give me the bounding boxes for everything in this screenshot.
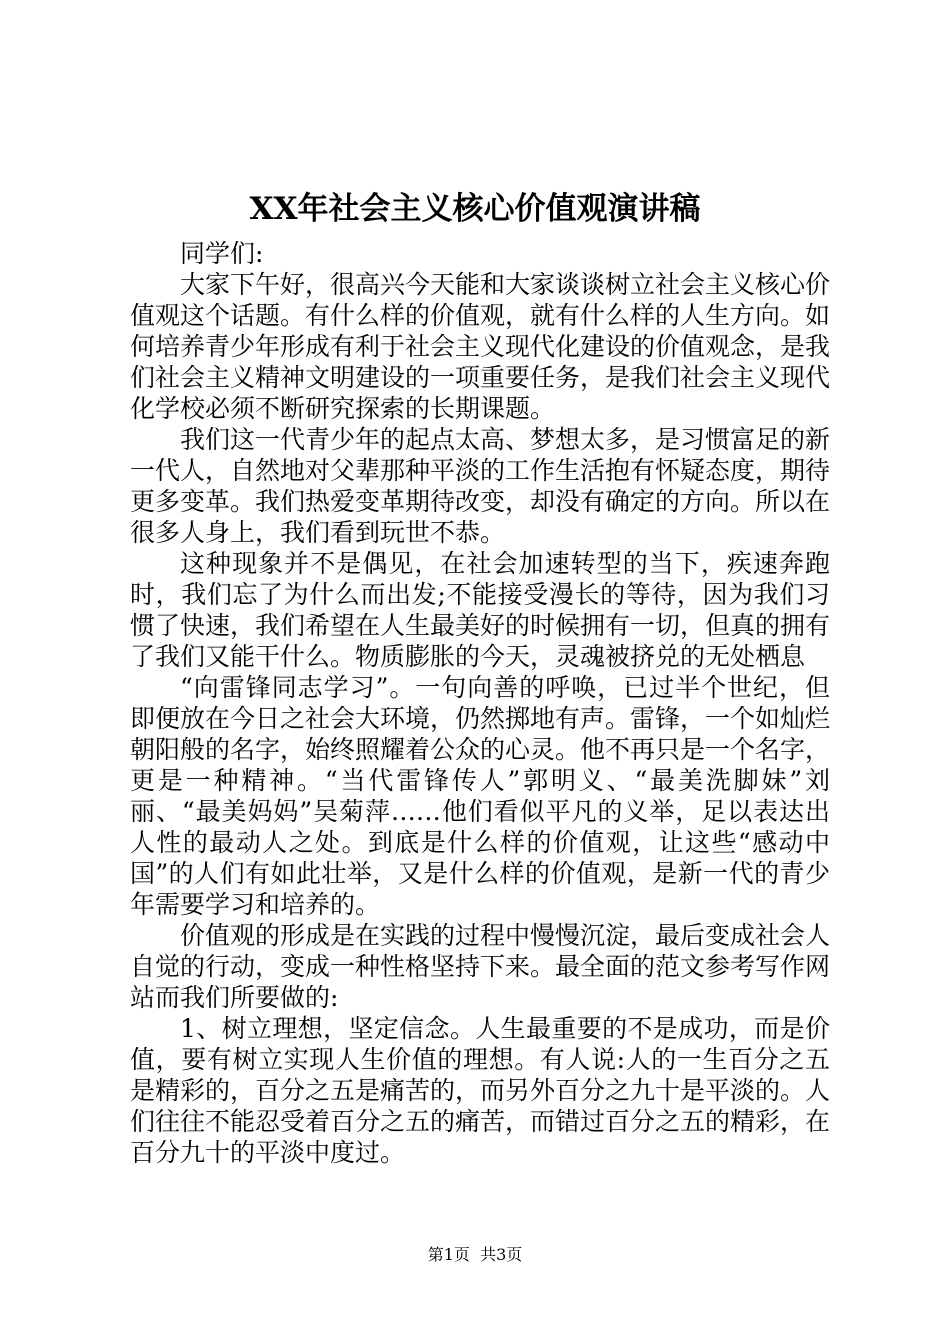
paragraph: 大家下午好，很高兴今天能和大家谈谈树立社会主义核心价值观这个话题。有什么样的价值观，就有什么样的人生方向。如何培养青少年形成有利于社会主义现代化建设的价值观念，是我们社会主义精神文明建设的一项重要任务，是我们社会主义现代化学校必须不断研究探索的长期课题。 [130, 270, 831, 423]
document-body [130, 238, 830, 1168]
page-total: 共3页 [480, 1245, 523, 1264]
document-title: XX年社会主义核心价值观演讲稿 [249, 191, 701, 227]
salutation: 同学们: [180, 239, 264, 268]
paragraph: 1、树立理想，坚定信念。人生最重要的不是成功，而是价值，要有树立实现人生价值的理想。有人说:人的一生百分之五是精彩的，百分之五是痛苦的，而另外百分之九十是平淡的。人们往往不能忍受着百分之五的痛苦，而错过百分之五的精彩，在百分九十的平淡中度过。 [130, 1014, 831, 1167]
paragraph: “向雷锋同志学习”。一句向善的呼唤，已过半个世纪，但即便放在今日之社会大环境，仍然掷地有声。雷锋，一个如灿烂朝阳般的名字，始终照耀着公众的心灵。他不再只是一个名字，更是一种精神。“当代雷锋传人”郭明义、“最美洗脚妹”刘丽、“最美妈妈”吴菊萍……他们看似平凡的义举，足以表达出人性的最动人之处。到底是什么样的价值观，让这些“感动中国”的人们有如此壮举，又是什么样的价值观，是新一代的青少年需要学习和培养的。 [130, 673, 831, 919]
paragraph: 价值观的形成是在实践的过程中慢慢沉淀，最后变成社会人自觉的行动，变成一种性格坚持下来。最全面的范文参考写作网站而我们所要做的: [130, 921, 831, 1012]
page-footer [0, 1244, 950, 1266]
page-number: 第1页 [427, 1245, 470, 1264]
paragraph: 这种现象并不是偶见，在社会加速转型的当下，疾速奔跑时，我们忘了为什么而出发;不能接受漫长的等待，因为我们习惯了快速，我们希望在人生最美好的时候拥有一切，但真的拥有了我们又能干什么。物质膨胀的今天，灵魂被挤兑的无处栖息 [130, 549, 831, 671]
paragraph: 我们这一代青少年的起点太高、梦想太多，是习惯富足的新一代人，自然地对父辈那种平淡的工作生活抱有怀疑态度，期待更多变革。我们热爱变革期待改变，却没有确定的方向。所以在很多人身上，我们看到玩世不恭。 [130, 425, 831, 547]
